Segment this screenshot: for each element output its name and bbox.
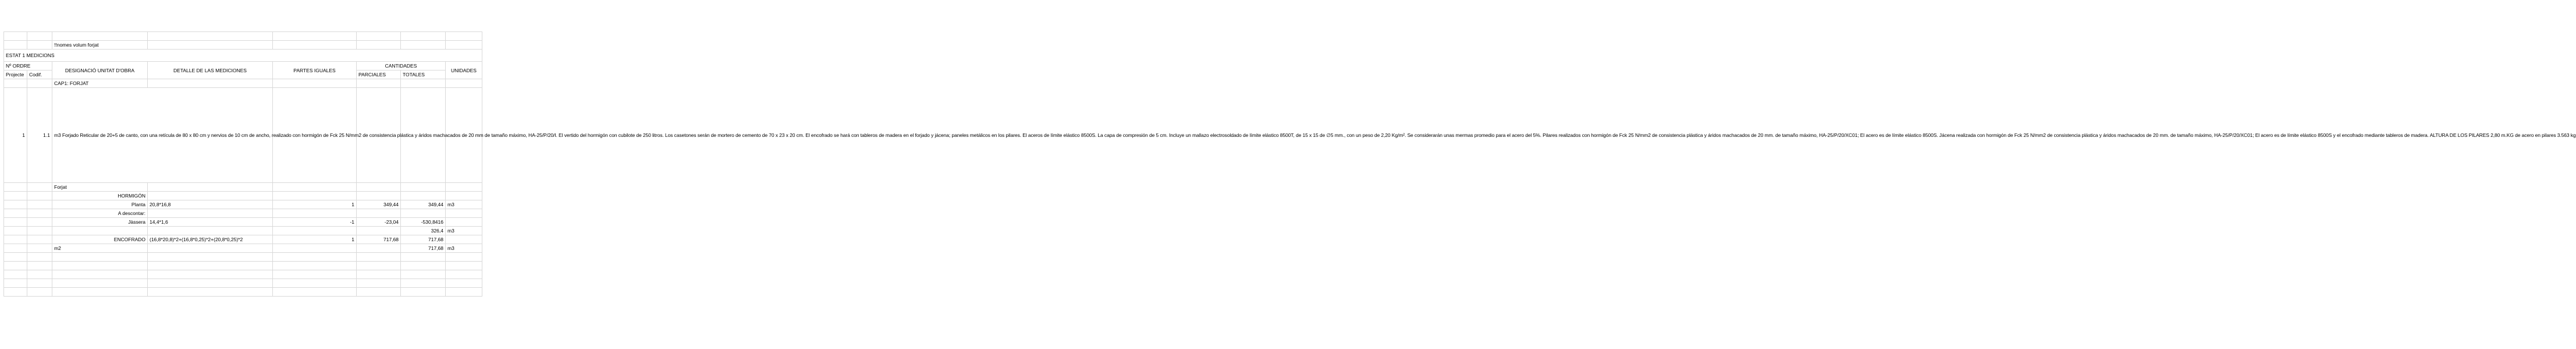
empty-row: [4, 270, 482, 279]
adescontar-row: [4, 209, 482, 218]
hormigon-label[interactable]: HORMIGÓN: [52, 192, 148, 200]
note-row: [4, 41, 482, 50]
m2-label[interactable]: m2: [52, 244, 148, 253]
encofrado-row: [4, 235, 482, 244]
chapter-cell[interactable]: CAP1: FORJAT: [52, 79, 148, 88]
jassera-total[interactable]: -530,8416: [401, 218, 446, 227]
empty-row: [4, 288, 482, 297]
empty-row: [4, 262, 482, 270]
planta-label[interactable]: Planta: [52, 200, 148, 209]
empty-row: [4, 253, 482, 262]
item-row: [4, 88, 482, 183]
planta-unit[interactable]: m3: [446, 200, 482, 209]
measurements-sheet: [3, 31, 2576, 297]
jassera-label[interactable]: Jàssera: [52, 218, 148, 227]
section-title-row: [4, 50, 482, 62]
header-detalle[interactable]: DETALLE DE LAS MEDICIONES: [148, 62, 273, 79]
header-cantidades[interactable]: CANTIDADES: [357, 62, 446, 70]
encofrado-parcial[interactable]: 717,68: [357, 235, 401, 244]
header-designacio[interactable]: DESIGNACIÓ UNITAT D'OBRA: [52, 62, 148, 79]
encofrado-detail[interactable]: (16,8*20,8)*2+(16,8*0,25)*2+(20,8*0,25)*2: [148, 235, 273, 244]
adescontar-label[interactable]: A descontar:: [52, 209, 148, 218]
item-projecte[interactable]: 1: [4, 88, 27, 183]
planta-row: [4, 200, 482, 209]
empty-row: [4, 279, 482, 288]
m2-total[interactable]: 717,68: [401, 244, 446, 253]
jassera-row: [4, 218, 482, 227]
jassera-parcial[interactable]: -23,04: [357, 218, 401, 227]
subtotal-value[interactable]: 326,4: [401, 227, 446, 235]
header-row-1: [4, 62, 482, 70]
header-totales[interactable]: TOTALES: [401, 70, 446, 79]
header-partes[interactable]: PARTES IGUALES: [273, 62, 357, 79]
header-codif[interactable]: Codif.: [27, 70, 52, 79]
note-cell[interactable]: !!nomes volum forjat: [52, 41, 148, 50]
group-row: [4, 183, 482, 192]
m2-row: [4, 244, 482, 253]
planta-parcial[interactable]: 349,44: [357, 200, 401, 209]
jassera-partes[interactable]: -1: [273, 218, 357, 227]
subtotal-unit[interactable]: m3: [446, 227, 482, 235]
chapter-row: [4, 79, 482, 88]
encofrado-total[interactable]: 717,68: [401, 235, 446, 244]
planta-partes[interactable]: 1: [273, 200, 357, 209]
subtotal-row: [4, 227, 482, 235]
header-parciales[interactable]: PARCIALES: [357, 70, 401, 79]
hormigon-row: [4, 192, 482, 200]
section-title[interactable]: ESTAT 1 MEDICIONS: [4, 50, 482, 62]
item-codif[interactable]: 1.1: [27, 88, 52, 183]
header-projecte[interactable]: Projecte: [4, 70, 27, 79]
planta-total[interactable]: 349,44: [401, 200, 446, 209]
m2-unit[interactable]: m3: [446, 244, 482, 253]
encofrado-label[interactable]: ENCOFRADO: [52, 235, 148, 244]
jassera-detail[interactable]: 14,4*1,6: [148, 218, 273, 227]
header-order[interactable]: Nº ORDRE: [4, 62, 52, 70]
group-label[interactable]: Forjat: [52, 183, 148, 192]
planta-detail[interactable]: 20,8*16,8: [148, 200, 273, 209]
header-unidades[interactable]: UNIDADES: [446, 62, 482, 79]
item-description[interactable]: m3 Forjado Reticular de 20+5 de canto, con una retícula de 80 x 80 cm y nervios de 10 cm de ancho, realizado con hormigón de Fck 25 N/mm2 de consistencia plástica y áridos machacados de 20 mm de tamaño máximo, HA-25/P/20/I. El vertido del hormigón con cubilote de 250 litros. Los casetones serán de mortero de cemento de 70 x 23 x 20 cm. El encofrado se hará con tableros de madera en el forjado y jácena; paneles metálicos en los pilares. El aceros de límite elástico 8500S. La capa de compresión de 5 cm. Incluye un mallazo electrosoldado de límite elástico 8500T, de 15 x 15 de ∅5 mm., con un peso de 2,20 Kg/m². Se considerarán unas mermas promedio para el acero del 5%. Pilares realizados con hormigón de Fck 25 N/mm2 de consistencia plástica y áridos machacados de 20 mm. de tamaño máximo, HA-25/P/20/XC01; El acero es de límite elástico 8500S. Jácena realizada con hormigón de Fck 25 N/mm2 de consistencia plástica y áridos machacados de 20 mm. de tamaño máximo, HA-25/P/20/XC01; El acero es de límite elástico 8500S y el encofrado mediante tableros de madera. ALTURA DE LOS PILARES 2,80 m.KG de acero en pilares 3.563 kg: [52, 88, 273, 183]
encofrado-partes[interactable]: 1: [273, 235, 357, 244]
empty-row: [4, 32, 482, 41]
